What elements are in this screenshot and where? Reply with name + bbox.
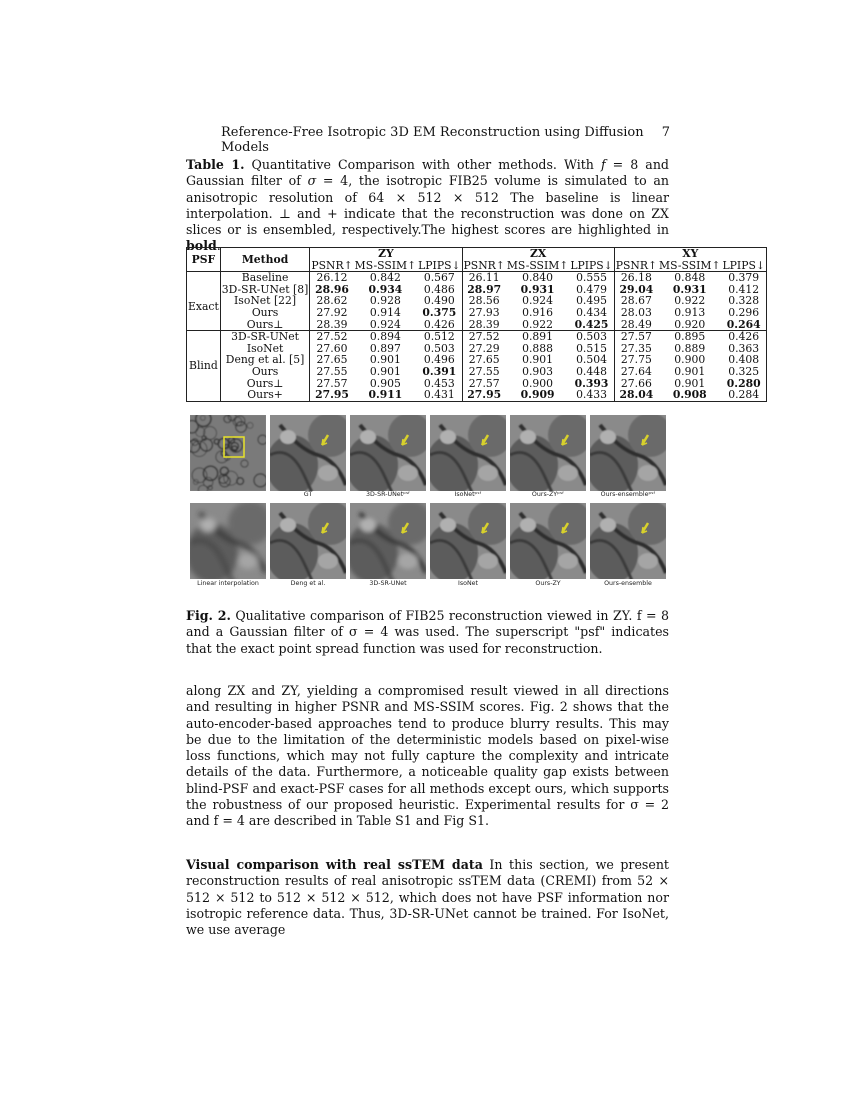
panel-label: Ours-ZYᵖˢᶠ xyxy=(531,491,565,498)
value-cell: 0.434 xyxy=(569,307,614,319)
value-cell: 0.894 xyxy=(369,330,401,344)
table-caption-end: . xyxy=(216,238,221,254)
method-cell: Ours⊥ xyxy=(220,319,310,331)
value-cell: 28.56 xyxy=(468,294,500,308)
value-cell: 0.363 xyxy=(722,343,767,355)
value-cell: 0.901 xyxy=(674,376,706,390)
panel-label: 3D-SR-UNet xyxy=(369,580,407,587)
value-cell: 27.64 xyxy=(620,364,652,378)
value-cell: 0.567 xyxy=(417,272,462,284)
metric-header: LPIPS↓ xyxy=(418,258,461,272)
value-cell: 27.57 xyxy=(620,330,652,344)
table-caption-label: Table 1. xyxy=(186,157,245,172)
value-cell: 0.431 xyxy=(417,389,462,401)
method-header: Method xyxy=(220,248,310,272)
value-cell: 27.55 xyxy=(468,364,500,378)
value-cell: 0.922 xyxy=(522,317,554,331)
value-cell: 0.453 xyxy=(417,378,462,390)
metric-header: MS-SSIM↑ xyxy=(354,258,417,272)
value-cell: 0.909 xyxy=(520,388,555,402)
value-cell: 0.900 xyxy=(674,353,706,367)
value-cell: 0.911 xyxy=(368,388,403,402)
value-cell: 28.96 xyxy=(315,282,349,296)
value-cell: 0.913 xyxy=(674,305,706,319)
value-cell: 0.888 xyxy=(522,341,554,355)
value-cell: 0.515 xyxy=(569,343,614,355)
value-cell: 0.512 xyxy=(417,331,462,343)
section-text: In this section, we present reconstruction results of real anisotropic ssTEM data (CREMI) from 52 × 512 × 512 to 512 × 512 × 512, which does not have PSF information nor isotropic reference data. Thus, 3D-SR-UNet cannot be trained. For IsoNet, we use average xyxy=(186,857,669,938)
value-cell: 0.503 xyxy=(417,343,462,355)
value-cell: 0.897 xyxy=(369,341,401,355)
method-cell: Ours+ xyxy=(220,389,310,401)
value-cell: 0.905 xyxy=(369,376,401,390)
figure-2 xyxy=(190,415,668,595)
method-cell: 3D-SR-UNet [8] xyxy=(221,282,309,296)
value-cell: 0.891 xyxy=(522,330,554,344)
value-cell: 0.916 xyxy=(522,305,554,319)
psf-header: PSF xyxy=(187,248,221,272)
table-row xyxy=(187,272,767,284)
value-cell: 0.840 xyxy=(522,271,554,285)
value-cell: 0.412 xyxy=(722,284,767,296)
value-cell: 27.92 xyxy=(316,305,348,319)
table-caption-text-a: Quantitative Comparison with other methods. With xyxy=(244,157,601,172)
method-cell: Ours xyxy=(220,366,310,378)
value-cell: 27.95 xyxy=(315,388,349,402)
table-caption-f: f xyxy=(600,157,606,172)
em-image-panel xyxy=(590,503,666,579)
value-cell: 0.408 xyxy=(722,354,767,366)
value-cell: 0.433 xyxy=(569,389,614,401)
value-cell: 0.895 xyxy=(674,330,706,344)
metric-header: LPIPS↓ xyxy=(570,258,613,272)
value-cell: 0.908 xyxy=(672,388,707,402)
value-cell: 26.12 xyxy=(316,271,348,285)
metric-header: LPIPS↓ xyxy=(722,258,765,272)
value-cell: 0.426 xyxy=(417,319,462,331)
table-row xyxy=(187,331,767,343)
em-image-panel xyxy=(190,503,266,579)
value-cell: 0.496 xyxy=(417,354,462,366)
value-cell: 27.57 xyxy=(316,376,348,390)
panel-label: Ours-ensembleᵖˢᶠ xyxy=(600,491,656,498)
value-cell: 27.95 xyxy=(467,388,502,402)
value-cell: 0.448 xyxy=(569,366,614,378)
em-image-panel xyxy=(430,503,506,579)
value-cell: 0.426 xyxy=(722,331,767,343)
value-cell: 0.264 xyxy=(722,319,767,331)
metric-header: PSNR↑ xyxy=(311,258,353,272)
value-cell: 28.39 xyxy=(316,317,348,331)
value-cell: 27.52 xyxy=(316,330,348,344)
psf-exact-cell: Exact xyxy=(187,284,221,331)
value-cell: 0.922 xyxy=(674,294,706,308)
value-cell: 28.03 xyxy=(620,305,652,319)
value-cell: 0.490 xyxy=(417,295,462,307)
table-caption-bold-word: bold xyxy=(186,238,217,254)
value-cell: 0.914 xyxy=(369,305,401,319)
value-cell: 27.65 xyxy=(316,353,348,367)
em-image-panel xyxy=(430,415,506,491)
panel-label: Deng et al. xyxy=(290,580,326,587)
value-cell: 26.18 xyxy=(620,271,652,285)
value-cell: 0.901 xyxy=(369,353,401,367)
value-cell: 27.29 xyxy=(468,341,500,355)
value-cell: 0.924 xyxy=(369,317,401,331)
value-cell: 27.57 xyxy=(468,376,500,390)
em-image-panel xyxy=(510,415,586,491)
group-header-zy: ZY xyxy=(310,248,462,260)
em-image-panel xyxy=(270,415,346,491)
value-cell: 0.889 xyxy=(674,341,706,355)
metric-header: PSNR↑ xyxy=(463,258,505,272)
metric-header: MS-SSIM↑ xyxy=(659,258,721,272)
value-cell: 0.842 xyxy=(369,271,401,285)
table-row xyxy=(187,319,767,331)
panel-label: IsoNetᵖˢᶠ xyxy=(454,491,482,498)
value-cell: 27.65 xyxy=(468,353,500,367)
section-paragraph xyxy=(186,857,669,938)
value-cell: 0.284 xyxy=(722,389,767,401)
panel-label: Linear interpolation xyxy=(197,580,259,587)
method-cell: Baseline xyxy=(220,272,310,284)
panel-label: 3D-SR-UNetᵖˢᶠ xyxy=(365,491,411,498)
table-row xyxy=(187,366,767,378)
value-cell: 26.11 xyxy=(468,271,500,285)
figure-caption-text: Qualitative comparison of FIB25 reconstruction viewed in ZY. f = 8 and a Gaussian filter of σ = 4 was used. The superscript "psf" indicates that the exact point spread function was used for reconstruction. xyxy=(186,608,669,656)
value-cell: 0.928 xyxy=(369,294,401,308)
page-number: 7 xyxy=(661,125,670,140)
value-cell: 0.503 xyxy=(569,331,614,343)
value-cell: 0.391 xyxy=(417,366,462,378)
panel-label: GT xyxy=(303,491,313,498)
psf-blind-cell: Blind xyxy=(187,331,221,402)
value-cell: 0.931 xyxy=(520,282,555,296)
table-caption-text-c: = 4, the isotropic FIB25 volume is simulated to an anisotropic resolution of 64 × 512 × 512 The baseline is linear interpolation. ⊥ and + indicate that the reconstruction was done on ZX slices or is ensembled, respectively.The highest scores are highlighted in xyxy=(186,173,670,238)
value-cell: 0.903 xyxy=(522,364,554,378)
value-cell: 27.60 xyxy=(316,341,348,355)
value-cell: 28.97 xyxy=(467,282,502,296)
value-cell: 28.39 xyxy=(468,317,500,331)
metric-header: MS-SSIM↑ xyxy=(506,258,569,272)
table-caption-sigma: σ xyxy=(307,173,317,189)
value-cell: 27.35 xyxy=(620,341,652,355)
value-cell: 27.66 xyxy=(620,376,652,390)
value-cell: 0.495 xyxy=(569,295,614,307)
value-cell: 0.379 xyxy=(722,272,767,284)
results-table-body xyxy=(187,272,767,402)
value-cell: 28.62 xyxy=(316,294,348,308)
value-cell: 28.49 xyxy=(620,317,652,331)
value-cell: 0.325 xyxy=(722,366,767,378)
value-cell: 27.93 xyxy=(468,305,500,319)
value-cell: 0.901 xyxy=(522,353,554,367)
method-cell: Ours⊥ xyxy=(220,378,310,390)
value-cell: 0.901 xyxy=(674,364,706,378)
method-cell: Ours xyxy=(220,307,310,319)
value-cell: 27.75 xyxy=(620,353,652,367)
value-cell: 0.375 xyxy=(417,307,462,319)
em-image-panel xyxy=(350,503,426,579)
value-cell: 27.55 xyxy=(316,364,348,378)
value-cell: 0.425 xyxy=(569,319,614,331)
results-table xyxy=(186,247,767,402)
em-image-panel xyxy=(510,503,586,579)
panel-label: IsoNet xyxy=(457,580,479,587)
running-title: Reference-Free Isotropic 3D EM Reconstruction using Diffusion Models xyxy=(221,125,644,155)
table-row xyxy=(187,389,767,401)
em-image-panel xyxy=(350,415,426,491)
group-header-xy: XY xyxy=(614,248,766,260)
psf-empty-cell xyxy=(187,272,221,284)
method-cell: Deng et al. [5] xyxy=(220,354,310,366)
metric-header: PSNR↑ xyxy=(615,258,658,272)
value-cell: 28.04 xyxy=(619,388,654,402)
value-cell: 0.848 xyxy=(674,271,706,285)
panel-label: Ours-ZY xyxy=(535,580,561,587)
value-cell: 0.296 xyxy=(722,307,767,319)
value-cell: 0.900 xyxy=(522,376,554,390)
section-heading: Visual comparison with real ssTEM data xyxy=(186,857,483,872)
em-image-panel xyxy=(270,503,346,579)
value-cell: 29.04 xyxy=(619,282,654,296)
value-cell: 0.280 xyxy=(722,378,767,390)
table-caption-text-b: = 8 and Gaussian filter of xyxy=(186,157,669,189)
value-cell: 0.924 xyxy=(522,294,554,308)
group-header-zx: ZX xyxy=(462,248,614,260)
method-cell: 3D-SR-UNet xyxy=(220,331,310,343)
table-caption xyxy=(186,157,669,255)
em-image-panel xyxy=(590,415,666,491)
value-cell: 27.52 xyxy=(468,330,500,344)
value-cell: 0.555 xyxy=(569,272,614,284)
body-paragraph: along ZX and ZY, yielding a compromised result viewed in all directions and resulting in higher PSNR and MS-SSIM scores. Fig. 2 shows that the auto-encoder-based approaches tend to produce blurry results. This may be due to the limitation of the deterministic models based on pixel-wise loss functions, which may not fully capture the complexity and intricate details of the data. Furthermore, a noticeable quality gap exists between blind-PSF and exact-PSF cases for all methods except ours, which supports the robustness of our proposed heuristic. Experimental results for σ = 2 and f = 4 are described in Table S1 and Fig S1. xyxy=(186,683,669,829)
value-cell: 0.328 xyxy=(722,295,767,307)
value-cell: 0.934 xyxy=(368,282,403,296)
results-table-wrap xyxy=(186,247,765,402)
method-cell: IsoNet xyxy=(220,343,310,355)
table-row xyxy=(187,307,767,319)
figure-caption-label: Fig. 2. xyxy=(186,608,231,623)
value-cell: 0.486 xyxy=(417,284,462,296)
value-cell: 0.931 xyxy=(672,282,707,296)
value-cell: 28.67 xyxy=(620,294,652,308)
panel-label: Ours-ensemble xyxy=(604,580,652,587)
value-cell: 0.479 xyxy=(569,284,614,296)
value-cell: 0.901 xyxy=(369,364,401,378)
value-cell: 0.504 xyxy=(569,354,614,366)
method-cell: IsoNet [22] xyxy=(220,295,310,307)
value-cell: 0.920 xyxy=(674,317,706,331)
em-image-panel xyxy=(190,415,266,491)
figure-caption xyxy=(186,608,669,657)
value-cell: 0.393 xyxy=(569,378,614,390)
